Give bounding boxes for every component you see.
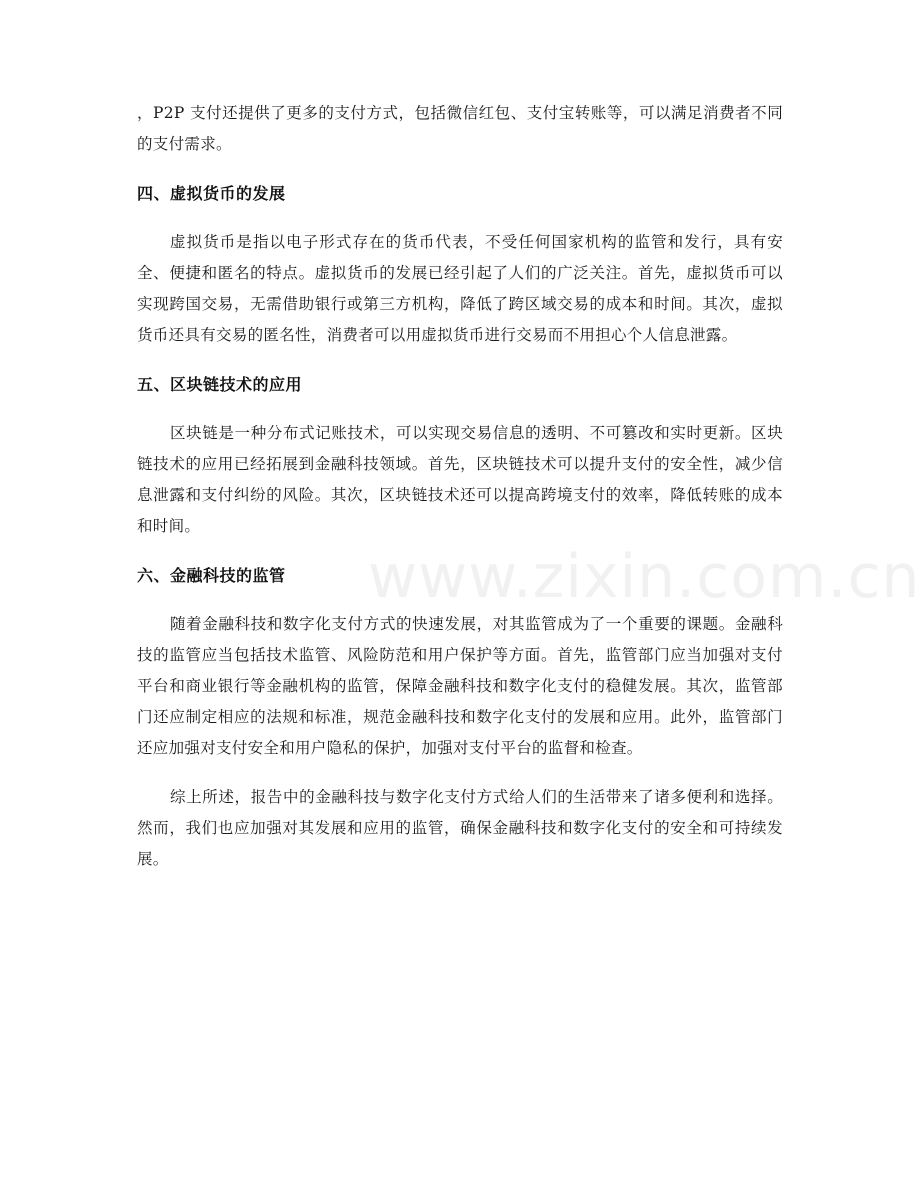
document-body [137,98,783,875]
section-body-blockchain: 区块链是一种分布式记账技术，可以实现交易信息的透明、不可篡改和实时更新。区块链技术的应用已经拓展到金融科技领域。首先，区块链技术可以提升支付的安全性，减少信息泄露和支付纠纷的风险。其次，区块链技术还可以提高跨境支付的效率，降低转账的成本和时间。 [137,424,783,535]
section-heading-blockchain: 五、区块链技术的应用 [137,375,303,394]
watermark-text: www.zixin.com.cn [368,542,920,612]
intro-paragraph: ，P2P 支付还提供了更多的支付方式，包括微信红包、支付宝转账等，可以满足消费者不同的支付需求。 [137,104,783,153]
conclusion-paragraph: 综上所述，报告中的金融科技与数字化支付方式给人们的生活带来了诸多便利和选择。然而，我们也应加强对其发展和应用的监管，确保金融科技和数字化支付的安全和可持续发展。 [137,788,783,868]
section-body-virtual-currency: 虚拟货币是指以电子形式存在的货币代表，不受任何国家机构的监管和发行，具有安全、便捷和匿名的特点。虚拟货币的发展已经引起了人们的广泛关注。首先，虚拟货币可以实现跨国交易，无需借助银行或第三方机构，降低了跨区域交易的成本和时间。其次，虚拟货币还具有交易的匿名性，消费者可以用虚拟货币进行交易而不用担心个人信息泄露。 [137,233,783,344]
section-heading-virtual-currency: 四、虚拟货币的发展 [137,184,286,203]
section-body-regulation: 随着金融科技和数字化支付方式的快速发展，对其监管成为了一个重要的课题。金融科技的监管应当包括技术监管、风险防范和用户保护等方面。首先，监管部门应当加强对支付平台和商业银行等金融机构的监管，保障金融科技和数字化支付的稳健发展。其次，监管部门还应制定相应的法规和标准，规范金融科技和数字化支付的发展和应用。此外，监管部门还应加强对支付安全和用户隐私的保护，加强对支付平台的监督和检查。 [137,615,783,757]
section-heading-regulation: 六、金融科技的监管 [137,566,286,585]
